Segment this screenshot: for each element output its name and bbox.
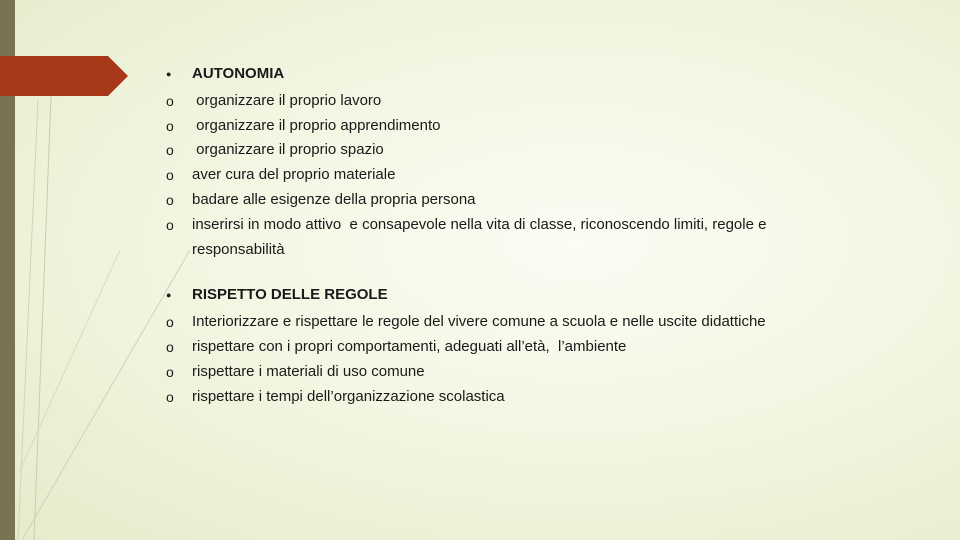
list-item xyxy=(164,335,844,360)
list-item xyxy=(164,89,844,114)
heading-text: RISPETTO DELLE REGOLE xyxy=(192,286,388,304)
list-item-text: rispettare i materiali di uso comune xyxy=(192,362,425,380)
list-item xyxy=(164,188,844,213)
section-heading xyxy=(164,62,844,89)
bullet-hollow-icon xyxy=(164,114,192,139)
list-item xyxy=(164,138,844,163)
bullet-hollow-icon xyxy=(164,310,192,335)
list-item-text: badare alle esigenze della propria persona xyxy=(192,190,476,208)
list-item-text: aver cura del proprio materiale xyxy=(192,166,396,184)
list-item xyxy=(164,360,844,385)
list-item xyxy=(164,114,844,139)
content-area xyxy=(164,62,844,409)
bullet-hollow-icon xyxy=(164,163,192,188)
bullet-hollow-icon xyxy=(164,89,192,114)
list-item-text: organizzare il proprio lavoro xyxy=(192,91,382,109)
list-item xyxy=(164,213,844,263)
list-item xyxy=(164,310,844,335)
list-item-text: organizzare il proprio apprendimento xyxy=(192,116,441,134)
list-item-text: Interiorizzare e rispettare le regole del vivere comune a scuola e nelle uscite didattiche xyxy=(192,313,766,331)
list-item xyxy=(164,385,844,410)
section-autonomia xyxy=(164,62,844,262)
list-item-text: organizzare il proprio spazio xyxy=(192,141,384,159)
bullet-hollow-icon xyxy=(164,360,192,385)
bullet-filled-icon xyxy=(164,283,192,310)
bullet-filled-icon xyxy=(164,62,192,89)
accent-tab xyxy=(0,56,128,96)
list-item-text: rispettare con i propri comportamenti, adeguati all’età, l’ambiente xyxy=(192,337,627,355)
list-item-text: inserirsi in modo attivo e consapevole nella vita di classe, riconoscendo limiti, regole e responsabilità xyxy=(192,215,771,258)
bullet-hollow-icon xyxy=(164,188,192,213)
bullet-hollow-icon xyxy=(164,213,192,238)
list-item-text: rispettare i tempi dell’organizzazione scolastica xyxy=(192,387,505,405)
section-heading xyxy=(164,283,844,310)
bullet-hollow-icon xyxy=(164,335,192,360)
section-rispetto-delle-regole xyxy=(164,283,844,409)
bullet-hollow-icon xyxy=(164,385,192,410)
bullet-hollow-icon xyxy=(164,138,192,163)
heading-text: AUTONOMIA xyxy=(192,65,285,82)
list-item xyxy=(164,163,844,188)
